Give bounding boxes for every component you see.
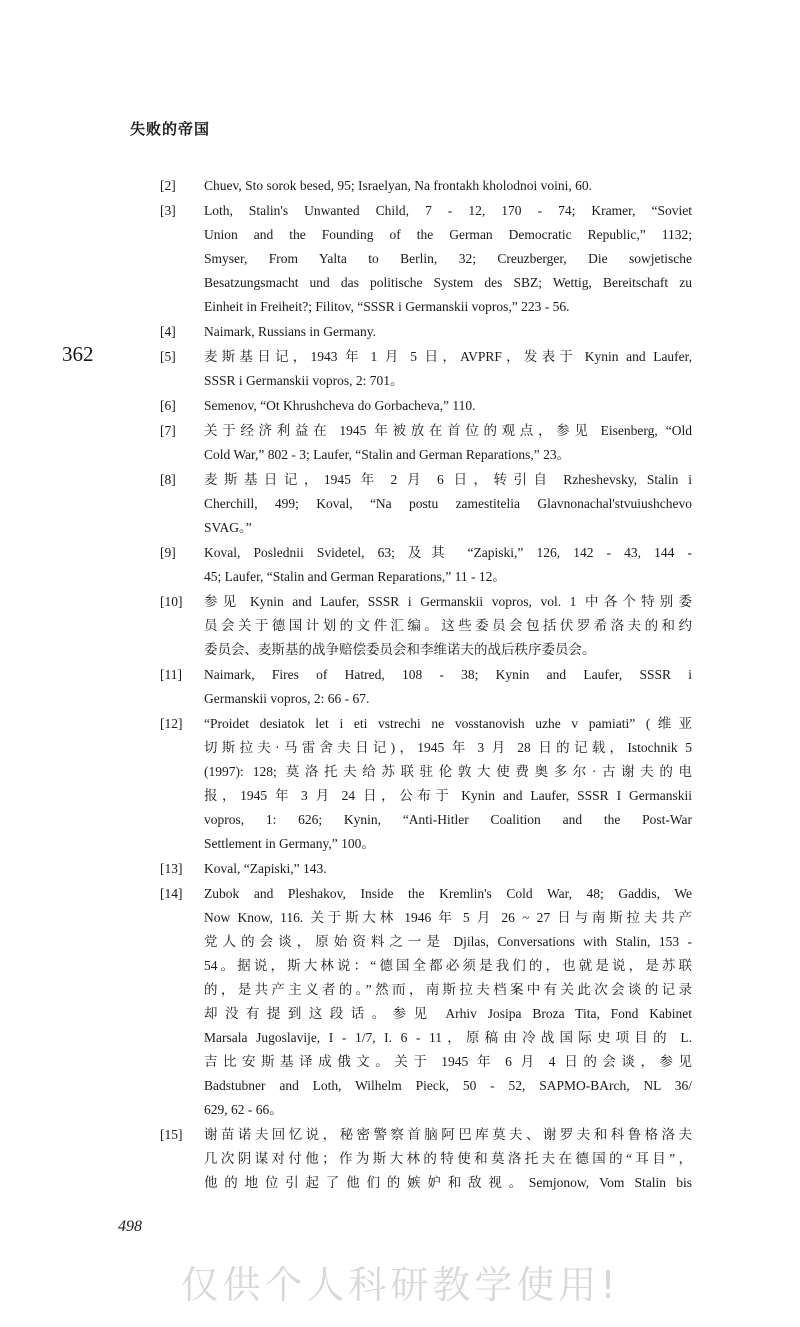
endnote [160, 882, 692, 1122]
endnote [160, 541, 692, 589]
watermark: 仅供个人科研教学使用! [180, 1263, 620, 1307]
endnote-line: Cold War,” 802 - 3; Laufer, “Stalin and German Reparations,” 23。 [204, 447, 571, 462]
endnote [160, 468, 692, 540]
endnote-line: SVAG。” [204, 520, 252, 535]
endnote-text [204, 857, 692, 881]
endnote [160, 590, 692, 662]
endnote-line: Chuev, Sto sorok besed, 95; Israelyan, Na frontakh kholodnoi voini, 60. [204, 178, 592, 193]
endnote-line: Koval, “Zapiski,” 143. [204, 861, 327, 876]
endnote-line: 关于经济利益在 1945 年被放在首位的观点，参见 Eisenberg, “Old [204, 423, 692, 438]
endnote-line: 委员会、麦斯基的战争赔偿委员会和李维诺夫的战后秩序委员会。 [204, 642, 596, 657]
endnote-line: Loth, Stalin's Unwanted Child, 7 - 12, 170 - 74; Kramer, “Soviet [204, 203, 692, 218]
endnote-line: vopros, 1: 626; Kynin, “Anti-Hitler Coalition and the Post-War [204, 812, 692, 827]
endnote-line: Cherchill, 499; Koval, “Na postu zamestitelia Glavnonachal'stvuiushchevo [204, 496, 692, 511]
endnote-number: [2] [160, 178, 176, 193]
endnote-number: [12] [160, 716, 183, 731]
endnote-line: SSSR i Germanskii vopros, 2: 701。 [204, 373, 404, 388]
endnote-text [204, 320, 692, 344]
endnote-line: 谢苗诺夫回忆说，秘密警察首脑阿巴库莫夫、谢罗夫和科鲁格洛夫 [204, 1127, 692, 1142]
endnote-text [204, 712, 692, 856]
endnote-number: [6] [160, 398, 176, 413]
endnote-line: 的，是共产主义者的。”然而，南斯拉夫档案中有关此次会谈的记录 [204, 982, 692, 997]
endnote [160, 712, 692, 856]
endnote-text [204, 174, 692, 198]
endnote-number: [8] [160, 472, 176, 487]
endnote-number: [9] [160, 545, 176, 560]
margin-page-number: 362 [62, 342, 94, 366]
endnote [160, 174, 692, 198]
endnote-line: Union and the Founding of the German Democratic Republic,” 1132; [204, 227, 692, 242]
endnote-line: 629, 62 - 66。 [204, 1102, 283, 1117]
endnote [160, 663, 692, 711]
endnotes-list [160, 174, 692, 1195]
endnote-line: 参见 Kynin and Laufer, SSSR i Germanskii vopros, vol. 1 中各个特别委 [204, 594, 692, 609]
endnote-line: Settlement in Germany,” 100。 [204, 836, 375, 851]
endnote-line: Koval, Poslednii Svidetel, 63; 及其 “Zapiski,” 126, 142 - 43, 144 - [204, 545, 692, 560]
endnote-line: (1997): 128; 莫洛托夫给苏联驻伦敦大使费奥多尔·古谢夫的电 [204, 764, 692, 779]
endnote-line: Naimark, Russians in Germany. [204, 324, 376, 339]
endnote-text [204, 882, 692, 1122]
endnote-text [204, 345, 692, 393]
endnote-number: [15] [160, 1127, 183, 1142]
endnote-line: Now Know, 116. 关于斯大林 1946 年 5 月 26 ~ 27 日与南斯拉夫共产 [204, 910, 692, 925]
endnote [160, 419, 692, 467]
endnote-line: Badstubner and Loth, Wilhelm Pieck, 50 - 52, SAPMO-BArch, NL 36/ [204, 1078, 692, 1093]
endnote-line: 麦斯基日记，1943 年 1 月 5 日，AVPRF，发表于 Kynin and Laufer, [204, 349, 692, 364]
endnote-number: [7] [160, 423, 176, 438]
endnote [160, 199, 692, 319]
endnote-number: [4] [160, 324, 176, 339]
endnote-line: Semenov, “Ot Khrushcheva do Gorbacheva,” 110. [204, 398, 476, 413]
endnote-number: [10] [160, 594, 183, 609]
endnote-line: 报，1945 年 3 月 24 日，公布于 Kynin and Laufer, SSSR I Germanskii [204, 788, 692, 803]
page-number: 498 [118, 1218, 142, 1235]
endnote-line: Einheit in Freiheit?; Filitov, “SSSR i Germanskii vopros,” 223 - 56. [204, 299, 570, 314]
endnote-line: 吉比安斯基译成俄文。关于 1945 年 6 月 4 日的会谈，参见 [204, 1054, 692, 1069]
endnote-number: [5] [160, 349, 176, 364]
endnote-number: [14] [160, 886, 183, 901]
endnote-line: 切斯拉夫·马雷舍夫日记)，1945 年 3 月 28 日的记载，Istochnik 5 [204, 740, 692, 755]
endnote [160, 857, 692, 881]
endnote-line: Smyser, From Yalta to Berlin, 32; Creuzberger, Die sowjetische [204, 251, 692, 266]
endnote-number: [11] [160, 667, 182, 682]
endnote-line: 45; Laufer, “Stalin and German Reparations,” 11 - 12。 [204, 569, 506, 584]
endnote-line: Marsala Jugoslavije, I - 1/7, I. 6 - 11，原稿由冷战国际史项目的 L. [204, 1030, 692, 1045]
endnote-number: [13] [160, 861, 183, 876]
endnote-text [204, 663, 692, 711]
endnote-line: 54。据说，斯大林说：“德国全都必须是我们的，也就是说，是苏联 [204, 958, 692, 973]
endnote-text [204, 468, 692, 540]
endnote-line: Naimark, Fires of Hatred, 108 - 38; Kynin and Laufer, SSSR i [204, 667, 692, 682]
endnote-line: “Proidet desiatok let i eti vstrechi ne vosstanovish uzhe v pamiati” (维亚 [204, 716, 692, 731]
endnote-line: 几次阴谋对付他；作为斯大林的特使和莫洛托夫在德国的“耳目”， [204, 1151, 692, 1166]
endnote-line: 他的地位引起了他们的嫉妒和敌视。Semjonow, Vom Stalin bis [204, 1175, 692, 1190]
endnote [160, 345, 692, 393]
endnote-line: 党人的会谈，原始资料之一是 Djilas, Conversations with Stalin, 153 - [204, 934, 692, 949]
endnote [160, 1123, 692, 1195]
endnote-text [204, 541, 692, 589]
endnote-line: 却没有提到这段话。参见 Arhiv Josipa Broza Tita, Fond Kabinet [204, 1006, 692, 1021]
endnote-text [204, 590, 692, 662]
endnote-line: Zubok and Pleshakov, Inside the Kremlin's Cold War, 48; Gaddis, We [204, 886, 692, 901]
endnote-text [204, 199, 692, 319]
endnote-line: 麦斯基日记，1945 年 2 月 6 日，转引自 Rzheshevsky, Stalin i [204, 472, 692, 487]
endnote-text [204, 394, 692, 418]
endnote-text [204, 419, 692, 467]
endnote-line: Germanskii vopros, 2: 66 - 67. [204, 691, 370, 706]
endnote-line: Besatzungsmacht und das politische System des SBZ; Wettig, Bereitschaft zu [204, 275, 692, 290]
endnote-line: 员会关于德国计划的文件汇编。这些委员会包括伏罗希洛夫的和约 [204, 618, 692, 633]
endnote-text [204, 1123, 692, 1195]
running-head: 失败的帝国 [130, 120, 211, 138]
endnote [160, 394, 692, 418]
endnote [160, 320, 692, 344]
endnote-number: [3] [160, 203, 176, 218]
